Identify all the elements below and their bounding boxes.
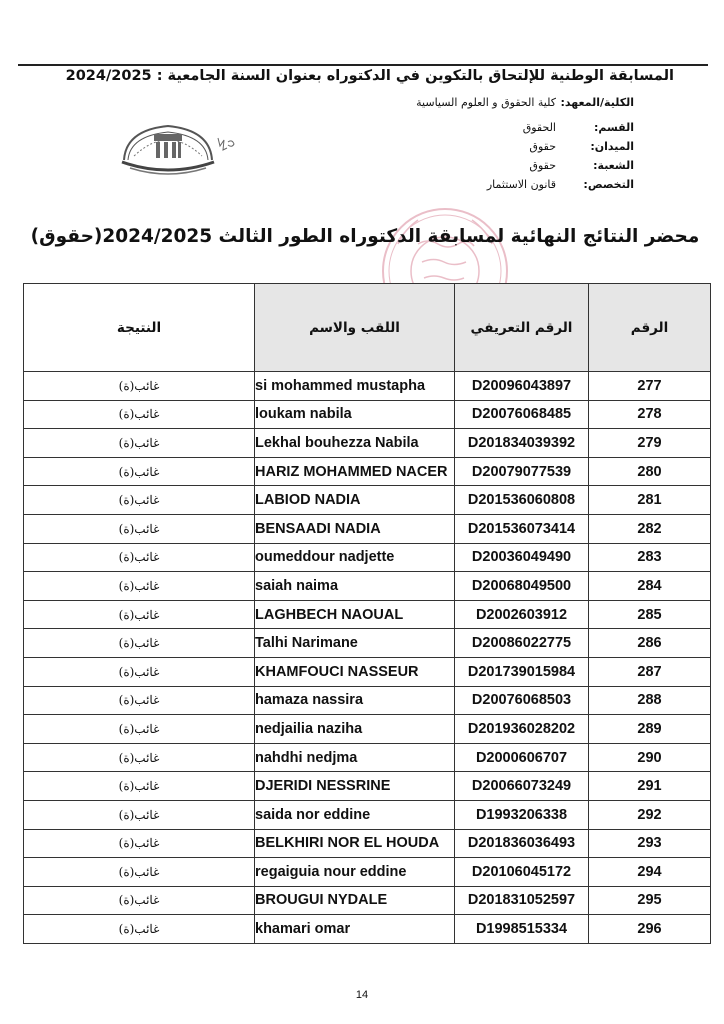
id-cell: D20106045172 [455, 858, 589, 887]
meta-value: حقوق [529, 159, 556, 172]
number-cell: 286 [589, 629, 711, 658]
page-number: 14 [355, 989, 369, 1001]
university-logo-icon [118, 120, 256, 180]
name-cell: saida nor eddine [255, 800, 455, 829]
table-row [24, 858, 711, 887]
result-cell: غائب(ة) [24, 400, 255, 429]
number-cell: 282 [589, 514, 711, 543]
number-cell: 292 [589, 800, 711, 829]
result-cell: غائب(ة) [24, 743, 255, 772]
table-header-row [24, 284, 711, 372]
id-cell: D201536073414 [455, 514, 589, 543]
result-cell: غائب(ة) [24, 572, 255, 601]
name-cell: KHAMFOUCI NASSEUR [255, 657, 455, 686]
id-cell: D1993206338 [455, 800, 589, 829]
result-cell: غائب(ة) [24, 915, 255, 944]
meta-label: الميدان: [590, 140, 634, 153]
name-cell: Lekhal bouhezza Nabila [255, 429, 455, 458]
table-row [24, 514, 711, 543]
id-cell: D2000606707 [455, 743, 589, 772]
meta-value: الحقوق [522, 121, 556, 134]
results-table [23, 283, 711, 944]
name-cell: si mohammed mustapha [255, 372, 455, 401]
table-row [24, 800, 711, 829]
number-cell: 293 [589, 829, 711, 858]
number-cell: 284 [589, 572, 711, 601]
id-cell: D20066073249 [455, 772, 589, 801]
result-cell: غائب(ة) [24, 657, 255, 686]
table-row [24, 886, 711, 915]
number-cell: 294 [589, 858, 711, 887]
id-cell: D201936028202 [455, 715, 589, 744]
result-cell: غائب(ة) [24, 858, 255, 887]
name-cell: BENSAADI NADIA [255, 514, 455, 543]
id-cell: D20068049500 [455, 572, 589, 601]
id-cell: D20079077539 [455, 457, 589, 486]
meta-value: قانون الاستثمار [486, 178, 556, 191]
number-cell: 283 [589, 543, 711, 572]
id-cell: D2002603912 [455, 600, 589, 629]
column-header-name: اللقب والاسم [255, 284, 455, 372]
table-row [24, 829, 711, 858]
id-cell: D20036049490 [455, 543, 589, 572]
table-row [24, 486, 711, 515]
number-cell: 287 [589, 657, 711, 686]
column-header-result: النتيجة [24, 284, 255, 372]
results-heading: محضر النتائج النهائية لمسابقة الدكتوراه الطور الثالث 2024/2025(حقوق) [30, 226, 700, 247]
result-cell: غائب(ة) [24, 486, 255, 515]
id-cell: D20086022775 [455, 629, 589, 658]
number-cell: 295 [589, 886, 711, 915]
column-header-id: الرقم التعريفي [455, 284, 589, 372]
name-cell: LAGHBECH NAOUAL [255, 600, 455, 629]
id-cell: D20076068503 [455, 686, 589, 715]
id-cell: D201739015984 [455, 657, 589, 686]
id-cell: D20076068485 [455, 400, 589, 429]
document-title: المسابقة الوطنية للإلتحاق بالتكوين في الدكتوراه بعنوان السنة الجامعية : 2024/2025 [65, 68, 674, 84]
meta-label: القسم: [593, 121, 634, 134]
number-cell: 279 [589, 429, 711, 458]
result-cell: غائب(ة) [24, 629, 255, 658]
name-cell: DJERIDI NESSRINE [255, 772, 455, 801]
result-cell: غائب(ة) [24, 457, 255, 486]
table-row [24, 572, 711, 601]
result-cell: غائب(ة) [24, 800, 255, 829]
name-cell: BELKHIRI NOR EL HOUDA [255, 829, 455, 858]
meta-label: الشعبة: [593, 159, 634, 172]
id-cell: D1998515334 [455, 915, 589, 944]
result-cell: غائب(ة) [24, 372, 255, 401]
result-cell: غائب(ة) [24, 886, 255, 915]
name-cell: hamaza nassira [255, 686, 455, 715]
table-row [24, 400, 711, 429]
number-cell: 291 [589, 772, 711, 801]
number-cell: 281 [589, 486, 711, 515]
name-cell: nedjailia naziha [255, 715, 455, 744]
table-row [24, 743, 711, 772]
result-cell: غائب(ة) [24, 543, 255, 572]
id-cell: D201836036493 [455, 829, 589, 858]
number-cell: 278 [589, 400, 711, 429]
table-row [24, 543, 711, 572]
table-row [24, 915, 711, 944]
name-cell: HARIZ MOHAMMED NACER [255, 457, 455, 486]
id-cell: D20096043897 [455, 372, 589, 401]
id-cell: D201834039392 [455, 429, 589, 458]
number-cell: 288 [589, 686, 711, 715]
meta-label: التخصص: [583, 178, 634, 191]
number-cell: 290 [589, 743, 711, 772]
meta-value: كلية الحقوق و العلوم السياسية [416, 96, 556, 109]
name-cell: khamari omar [255, 915, 455, 944]
number-cell: 277 [589, 372, 711, 401]
name-cell: saiah naima [255, 572, 455, 601]
number-cell: 296 [589, 915, 711, 944]
table-row [24, 600, 711, 629]
name-cell: regaiguia nour eddine [255, 858, 455, 887]
meta-label: الكلية/المعهد: [560, 96, 634, 109]
name-cell: BROUGUI NYDALE [255, 886, 455, 915]
table-row [24, 629, 711, 658]
number-cell: 280 [589, 457, 711, 486]
table-row [24, 772, 711, 801]
result-cell: غائب(ة) [24, 829, 255, 858]
table-row [24, 715, 711, 744]
top-rule [18, 64, 708, 66]
result-cell: غائب(ة) [24, 429, 255, 458]
name-cell: LABIOD NADIA [255, 486, 455, 515]
column-header-number: الرقم [589, 284, 711, 372]
name-cell: oumeddour nadjette [255, 543, 455, 572]
number-cell: 285 [589, 600, 711, 629]
result-cell: غائب(ة) [24, 686, 255, 715]
id-cell: D201831052597 [455, 886, 589, 915]
table-row [24, 686, 711, 715]
id-cell: D201536060808 [455, 486, 589, 515]
table-row [24, 429, 711, 458]
meta-value: حقوق [529, 140, 556, 153]
table-row [24, 657, 711, 686]
table-row [24, 372, 711, 401]
table-row [24, 457, 711, 486]
result-cell: غائب(ة) [24, 600, 255, 629]
number-cell: 289 [589, 715, 711, 744]
result-cell: غائب(ة) [24, 715, 255, 744]
result-cell: غائب(ة) [24, 514, 255, 543]
name-cell: nahdhi nedjma [255, 743, 455, 772]
name-cell: loukam nabila [255, 400, 455, 429]
result-cell: غائب(ة) [24, 772, 255, 801]
name-cell: Talhi Narimane [255, 629, 455, 658]
